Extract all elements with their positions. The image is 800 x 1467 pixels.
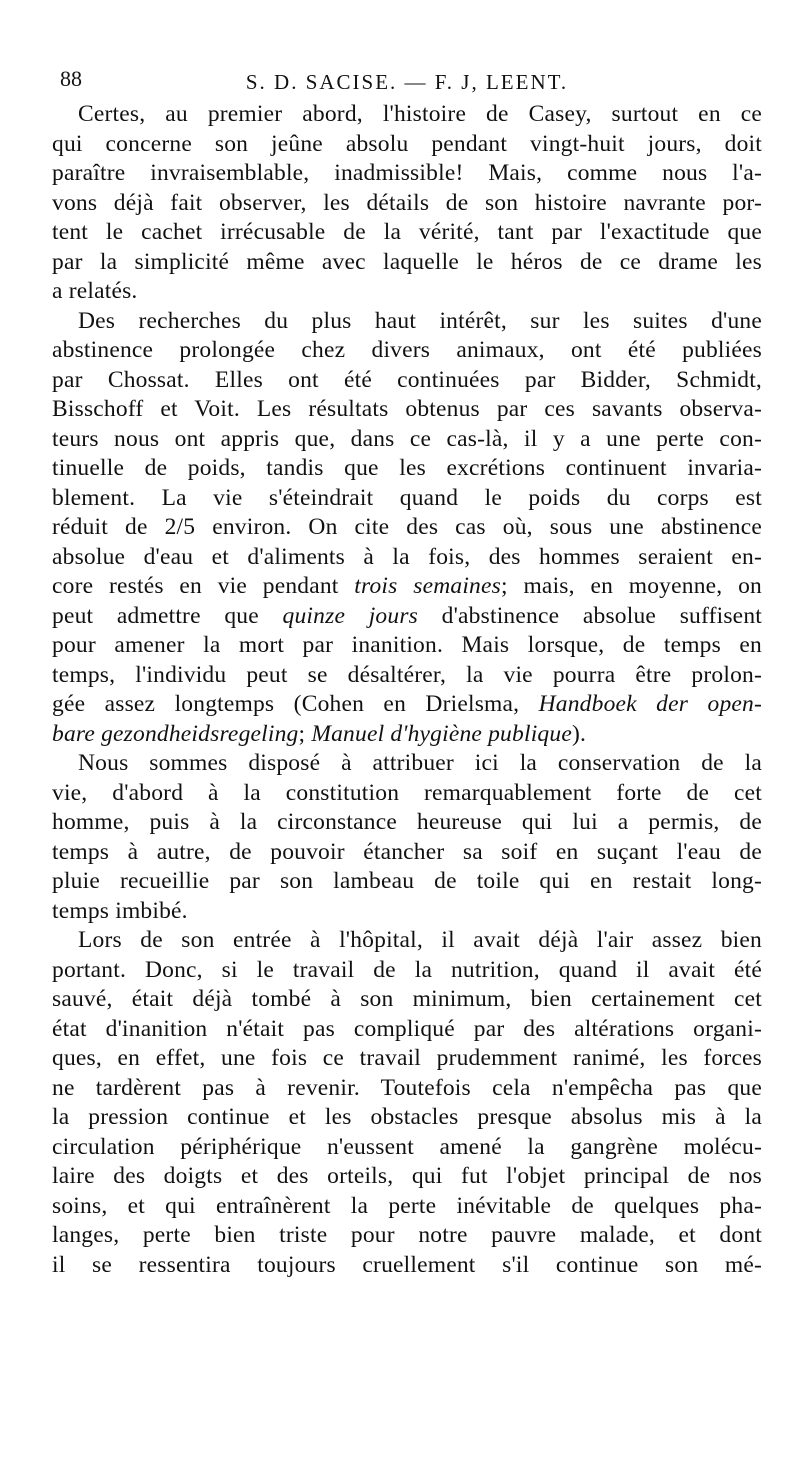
text-run: gée assez longtemps (Cohen en Drielsma, <box>52 691 520 717</box>
text-run: d'abstinence absolue suffisent <box>418 602 762 629</box>
text-line: paraître invraisemblable, inadmissible! Mais, comme nous l'a- <box>52 160 762 186</box>
text-line: pour amener la mort par inanition. Mais lorsque, de temps en <box>52 632 762 658</box>
text-line: la pression continue et les obstacles presque absolus mis à la <box>52 1104 762 1130</box>
italic-run: trois semaines <box>354 573 501 599</box>
body-text <box>52 100 762 1280</box>
text-line: vie, d'abord à la constitution remarquablement forte de cet <box>52 779 762 806</box>
text-line: homme, puis à la circonstance heureuse qui lui a permis, de <box>52 809 762 835</box>
text-line-mixed <box>52 720 762 750</box>
text-line: temps à autre, de pouvoir étancher sa soif en suçant l'eau de <box>52 838 762 865</box>
text-line: ques, en effet, une fois ce travail prudemment ranimé, les forces <box>52 1045 762 1071</box>
text-run: ). <box>571 720 587 747</box>
text-line: qui concerne son jeûne absolu pendant vingt-huit jours, doit <box>52 130 762 157</box>
running-head: S. D. SACISE. — F. J, LEENT. <box>245 70 569 94</box>
page-header <box>52 66 762 100</box>
page-number: 88 <box>60 66 82 91</box>
text-line-mixed <box>52 690 762 720</box>
italic-run: Manuel d'hygiène publique <box>311 720 572 747</box>
text-line: il se ressentira toujours cruellement s'il continue son mé- <box>52 1251 762 1278</box>
text-line: par la simplicité même avec laquelle le héros de ce drame les <box>52 248 762 275</box>
text-run: ; <box>298 720 312 747</box>
text-line: abstinence prolongée chez divers animaux, ont été publiées <box>52 337 762 363</box>
text-line: langes, perte bien triste pour notre pauvre malade, et dont <box>52 1222 762 1248</box>
text-line: circulation périphérique n'eussent amené la gangrène molécu- <box>52 1133 762 1160</box>
italic-run: Handboek der open- <box>538 691 762 717</box>
text-line: soins, et qui entraînèrent la perte inévitable de quelques pha- <box>52 1192 762 1219</box>
text-line-mixed <box>52 572 762 602</box>
text-line: portant. Donc, si le travail de la nutrition, quand il avait été <box>52 956 762 983</box>
text-line: absolue d'eau et d'aliments à la fois, des hommes seraient en- <box>52 543 762 570</box>
text-line: Bisschoff et Voit. Les résultats obtenus par ces savants observa- <box>52 396 762 422</box>
text-line: réduit de 2/5 environ. On cite des cas où, sous une abstinence <box>52 514 762 540</box>
text-line: blement. La vie s'éteindrait quand le poids du corps est <box>52 484 762 511</box>
text-line: par Chossat. Elles ont été continuées par Bidder, Schmidt, <box>52 366 762 393</box>
italic-run: bare gezondheidsregeling <box>52 720 299 747</box>
text-line: tinuelle de poids, tandis que les excrétions continuent invaria- <box>52 455 762 481</box>
text-line: temps, l'individu peut se désaltérer, la vie pourra être prolon- <box>52 661 762 688</box>
text-line: a relatés. <box>52 278 138 304</box>
text-line: Nous sommes disposé à attribuer ici la conservation de la <box>78 750 762 776</box>
text-line: ne tardèrent pas à revenir. Toutefois cela n'empêcha pas que <box>52 1074 762 1101</box>
text-line: tent le cachet irrécusable de la vérité, tant par l'exactitude que <box>52 219 762 245</box>
text-line: état d'inanition n'était pas compliqué par des altérations organi- <box>52 1015 762 1042</box>
text-run: peut admettre que <box>52 602 259 629</box>
text-line: pluie recueillie par son lambeau de toile qui en restait long- <box>52 868 762 894</box>
text-line-mixed <box>52 602 762 632</box>
text-line: laire des doigts et des orteils, qui fut l'objet principal de nos <box>52 1163 762 1189</box>
text-line: Lors de son entrée à l'hôpital, il avait déjà l'air assez bien <box>78 927 762 953</box>
text-line: temps imbibé. <box>52 897 188 924</box>
text-line: vons déjà fait observer, les détails de son histoire navrante por- <box>52 189 762 216</box>
text-run: ; mais, en moyenne, on <box>501 573 762 599</box>
text-line: Des recherches du plus haut intérêt, sur les suites d'une <box>78 307 762 334</box>
text-line: teurs nous ont appris que, dans ce cas-là, il y a une perte con- <box>52 425 762 452</box>
text-line: Certes, au premier abord, l'histoire de Casey, surtout en ce <box>78 101 762 127</box>
italic-run: quinze jours <box>282 602 419 629</box>
text-line: sauvé, était déjà tombé à son minimum, bien certainement cet <box>52 986 762 1012</box>
text-run: core restés en vie pendant <box>52 573 339 599</box>
